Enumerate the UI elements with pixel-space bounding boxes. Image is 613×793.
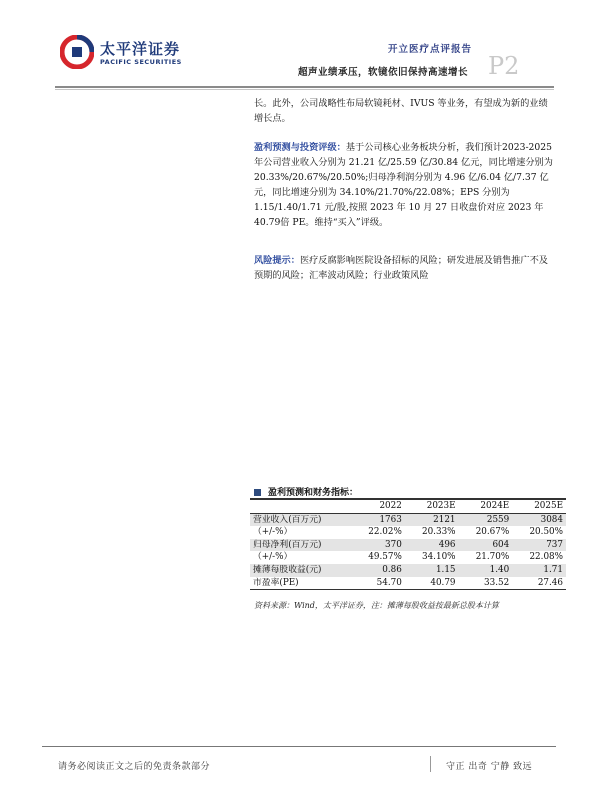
row-label: 营业收入(百万元): [250, 513, 351, 526]
table-cell: 2559: [459, 513, 513, 526]
footer-motto: 守正 出奇 宁静 致远: [446, 762, 533, 772]
table-cell: 34.10%: [421, 552, 456, 563]
footer-rule: [42, 746, 556, 747]
table-cell: 1.15: [405, 564, 459, 577]
report-title: 超声业绩承压，软镜依旧保持高速增长: [298, 67, 469, 78]
table-title-marker: [254, 489, 261, 496]
page-number: P2: [488, 52, 520, 80]
header-cell: 2022: [351, 499, 405, 513]
table-cell: 20.33%: [421, 527, 456, 538]
row-label: （+/-%）: [253, 552, 293, 563]
report-type: 开立医疗点评报告: [388, 44, 473, 55]
table-cell: 737: [512, 539, 566, 552]
table-cell: 496: [405, 539, 459, 552]
table-row: [250, 551, 566, 564]
paragraph-forecast: [254, 140, 554, 230]
header-cell: 2025E: [512, 499, 566, 513]
table-cell: 22.08%: [529, 552, 563, 563]
financial-forecast-table: [250, 498, 566, 590]
header-cell: 2024E: [459, 499, 513, 513]
logo-english-name: PACIFIC SECURITIES: [100, 58, 182, 66]
table-row: [250, 539, 566, 552]
footer-divider: [430, 756, 431, 772]
table-cell: 604: [459, 539, 513, 552]
table-row: [250, 564, 566, 577]
table-cell: 40.79: [405, 577, 459, 590]
table-title: 盈利预测和财务指标：: [268, 488, 359, 498]
table-cell: 1.40: [459, 564, 513, 577]
table-cell: 27.46: [512, 577, 566, 590]
table-cell: 0.86: [351, 564, 405, 577]
row-label: 摊薄每股收益(元): [250, 564, 351, 577]
table-cell: 370: [351, 539, 405, 552]
footer-disclaimer: 请务必阅读正文之后的免责条款部分: [58, 762, 211, 772]
row-label: 归母净利(百万元): [250, 539, 351, 552]
table-cell: 22.02%: [368, 527, 402, 538]
pacific-securities-logo-icon: [60, 35, 94, 69]
table-cell: 2121: [405, 513, 459, 526]
row-label: （+/-%）: [253, 527, 293, 538]
table-cell: 1.71: [512, 564, 566, 577]
risk-heading: 风险提示：: [254, 255, 300, 266]
forecast-heading: 盈利预测与投资评级：: [254, 142, 346, 153]
risk-text: 医疗反腐影响医院设备招标的风险；研发进展及销售推广不及预期的风险；汇率波动风险；行业政策风险: [254, 255, 548, 281]
table-cell: 21.70%: [475, 552, 510, 563]
table-row: [250, 577, 566, 590]
row-label: 市盈率(PE): [250, 577, 351, 590]
paragraph-continuation: 长。此外，公司战略性布局软镜耗材、IVUS 等业务，有望成为新的业绩增长点。: [254, 98, 548, 124]
table-cell: 3084: [512, 513, 566, 526]
table-cell: 49.57%: [368, 552, 402, 563]
table-row: [250, 513, 566, 526]
table-cell: 33.52: [459, 577, 513, 590]
logo-chinese-name: 太平洋证券: [100, 40, 181, 58]
table-cell: 54.70: [351, 577, 405, 590]
table-source-note: 资料来源：Wind，太平洋证券，注：摊薄每股收益按最新总股本计算: [254, 601, 499, 610]
table-row: [250, 526, 566, 539]
forecast-text: 基于公司核心业务板块分析，我们预计2023-2025 年公司营业收入分别为 21.21 亿/25.59 亿/30.84 亿元，同比增速分别为 20.33%/20.67%/20.50%;归母净利润分别为 4.96 亿/6.04 亿/7.37 亿元，同比增速分别为 34.10%/21.70%/22.08%；EPS 分别为 1.15/1.40/1.71 元/股,按照 2023 年 10 月 27 日收盘价对应 2023 年 40.79倍 PE。维持“买入”评级。: [254, 142, 553, 228]
table-cell: 20.50%: [529, 527, 563, 538]
paragraph-risk: [254, 253, 554, 283]
header-rule: [55, 86, 554, 88]
header-cell: 2023E: [405, 499, 459, 513]
table-header-row: [250, 499, 566, 513]
header-cell: [250, 499, 351, 513]
header-rule-thin: [55, 89, 554, 90]
table-cell: 20.67%: [475, 527, 510, 538]
table-cell: 1763: [351, 513, 405, 526]
